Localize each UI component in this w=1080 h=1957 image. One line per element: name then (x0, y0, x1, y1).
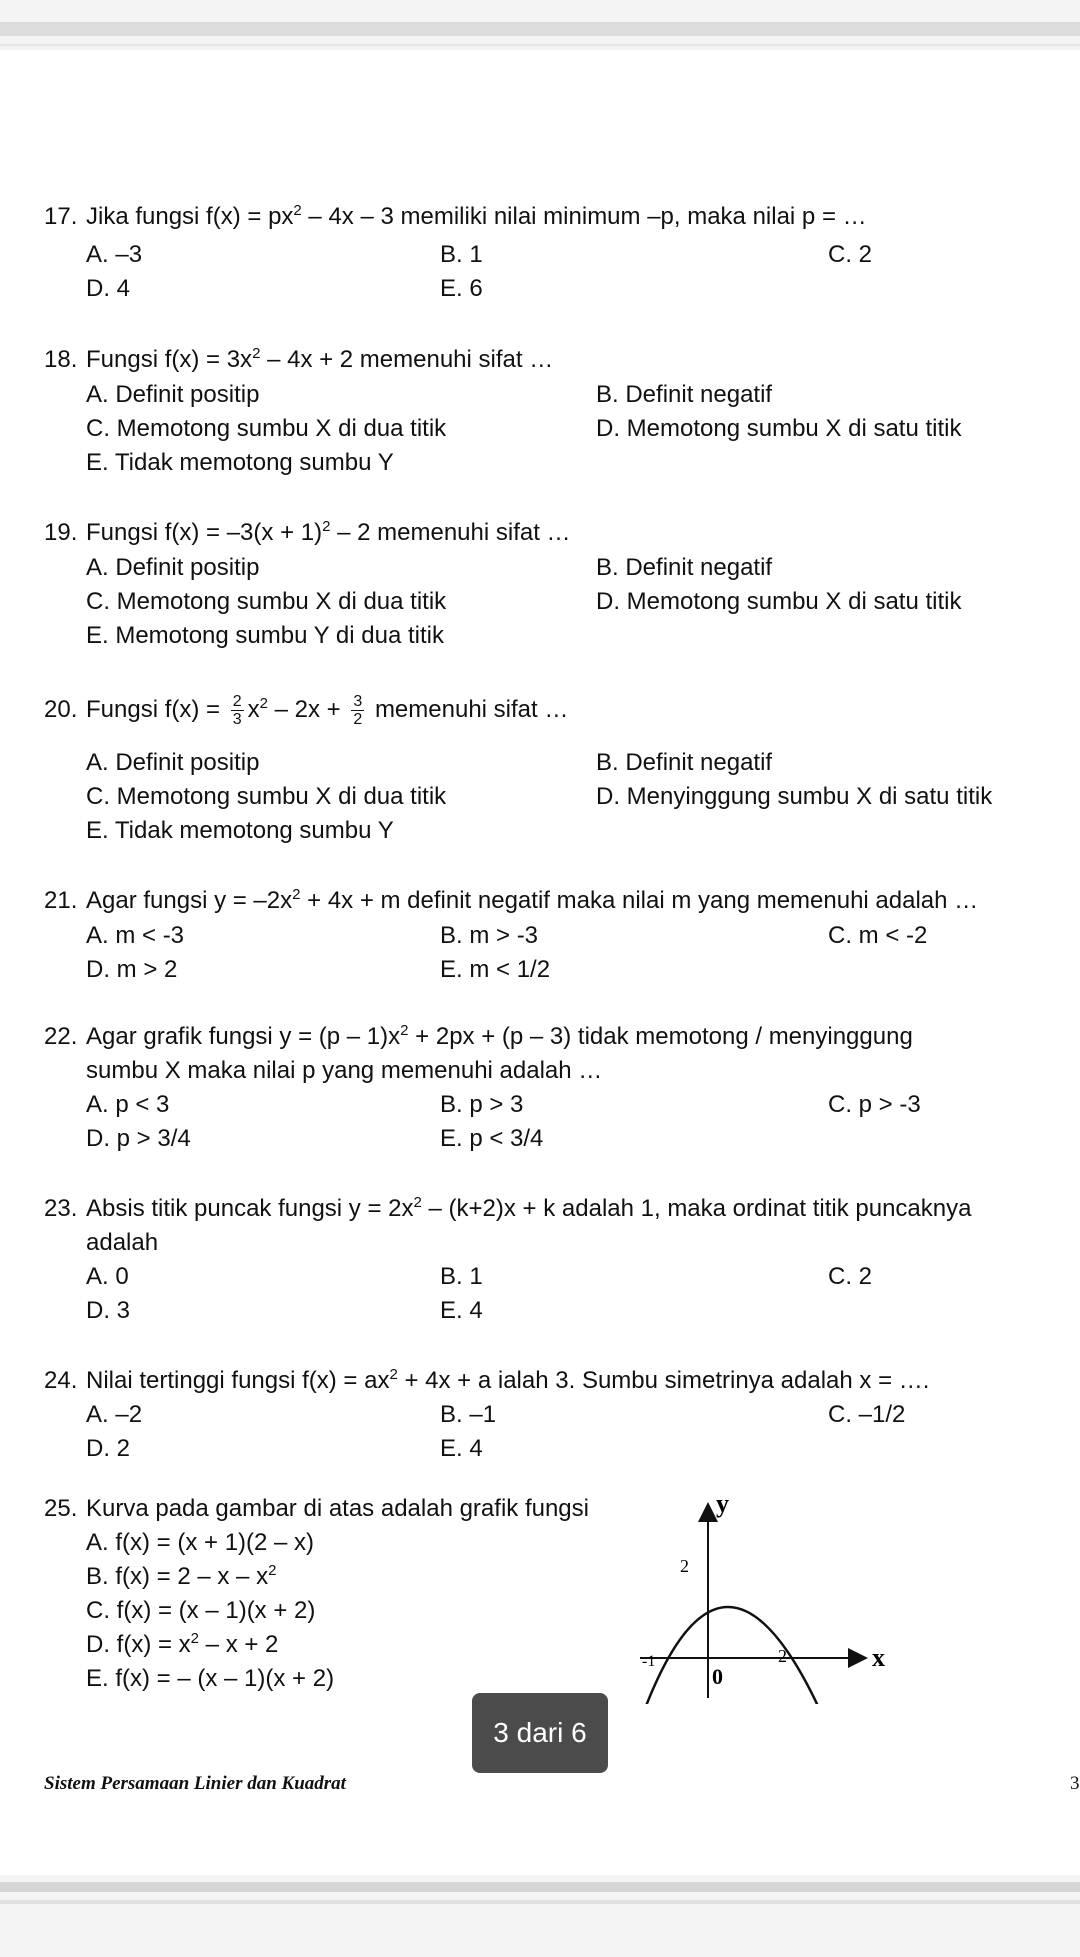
option-d[interactable]: D. Memotong sumbu X di satu titik (596, 588, 962, 615)
question-stem-end: + 4x + m definit negatif maka nilai m yang memenuhi adalah … (300, 887, 979, 914)
question-stem: Kurva pada gambar di atas adalah grafik fungsi (86, 1495, 589, 1522)
bottom-divider (0, 1900, 1080, 1904)
option-d[interactable]: D. 2 (86, 1435, 131, 1462)
option-b[interactable]: B. 1 (440, 1263, 483, 1290)
question-stem-end: – (k+2)x + k adalah 1, maka ordinat titik puncaknya (421, 1195, 972, 1222)
option-e[interactable]: E. Tidak memotong sumbu Y (86, 817, 394, 844)
option-e[interactable]: E. p < 3/4 (440, 1125, 544, 1152)
option-c[interactable]: C. Memotong sumbu X di dua titik (86, 415, 447, 442)
option-c[interactable]: C. Memotong sumbu X di dua titik (86, 588, 447, 615)
question-stem-end: – 2 memenuhi sifat … (330, 519, 571, 546)
option-a[interactable]: A. Definit positip (86, 749, 260, 776)
option-d[interactable]: D. m > 2 (86, 956, 178, 983)
question-23 (44, 1192, 971, 1226)
parabola-curve (646, 1607, 818, 1704)
question-stem-line2: adalah (86, 1229, 159, 1256)
question-stem: Agar grafik fungsi y = (p – 1)x (86, 1023, 401, 1050)
tick-label-origin: 0 (712, 1664, 723, 1689)
question-stem-end: + 4x + a ialah 3. Sumbu simetrinya adalah x = …. (397, 1367, 930, 1394)
option-b[interactable]: B. 1 (440, 241, 483, 268)
option-d[interactable]: D. Menyinggung sumbu X di satu titik (596, 783, 993, 810)
option-e[interactable]: E. Tidak memotong sumbu Y (86, 449, 394, 476)
option-c[interactable]: C. –1/2 (828, 1401, 906, 1428)
option-b[interactable]: B. m > -3 (440, 922, 539, 949)
tick-label-y2: 2 (680, 1556, 689, 1576)
question-number: 20. (44, 696, 78, 723)
option-d[interactable]: D. 3 (86, 1297, 131, 1324)
option-e[interactable]: E. m < 1/2 (440, 956, 551, 983)
question-18 (44, 343, 553, 377)
question-stem: Fungsi f(x) = 3x (86, 346, 253, 373)
question-19 (44, 516, 571, 550)
page-indicator-badge: 3 dari 6 (472, 1693, 608, 1773)
question-20: 20. Fungsi f(x) = $\frac{2}{3}$ $x^2 - 2x$ + $\frac{3}{2}$ memenuhi sifat … (44, 693, 569, 729)
option-a[interactable]: A. Definit positip (86, 381, 260, 408)
question-number: 19. (44, 519, 78, 546)
question-stem: Agar fungsi y = –2x (86, 887, 293, 914)
question-21 (44, 884, 978, 918)
top-scroll-bar (0, 22, 1080, 36)
tick-label-xneg1: -1 (642, 1653, 656, 1670)
question-stem: Fungsi f(x) = (86, 696, 221, 723)
option-e[interactable]: E. 4 (440, 1435, 483, 1462)
option-a[interactable]: A. –2 (86, 1401, 143, 1428)
option-e[interactable]: E. 6 (440, 275, 483, 302)
option-e[interactable]: E. Memotong sumbu Y di dua titik (86, 622, 444, 649)
fraction-two-thirds: $\frac{2}{3}$ (232, 693, 242, 729)
question-number: 17. (44, 203, 78, 230)
option-a[interactable]: A. m < -3 (86, 922, 185, 949)
option-d[interactable]: D. $f(x) = x^2 - x + 2$ (86, 1630, 279, 1658)
question-stem-end: + 2px + (p – 3) tidak memotong / menyinggung (408, 1023, 913, 1050)
fraction-three-halves: $\frac{3}{2}$ (353, 693, 363, 729)
question-number: 24. (44, 1367, 78, 1394)
option-d[interactable]: D. p > 3/4 (86, 1125, 191, 1152)
exponent: 2 (400, 1022, 409, 1039)
exponent: 2 (252, 345, 261, 362)
question-stem-end: memenuhi sifat … (374, 696, 569, 723)
option-b[interactable]: B. Definit negatif (596, 381, 773, 408)
question-stem-line2: sumbu X maka nilai p yang memenuhi adalah … (86, 1057, 603, 1084)
exponent: 2 (292, 886, 301, 903)
option-c[interactable]: C. p > -3 (828, 1091, 921, 1118)
question-17 (44, 200, 867, 234)
question-number: 22. (44, 1023, 78, 1050)
question-stem: Jika fungsi f(x) = px (86, 203, 294, 230)
option-a[interactable]: A. Definit positip (86, 554, 260, 581)
exponent: 2 (413, 1194, 422, 1211)
option-b[interactable]: B. Definit negatif (596, 554, 773, 581)
parabola-graph (628, 1488, 898, 1704)
option-e[interactable]: E. f(x) = – (x – 1)(x + 2) (86, 1665, 335, 1692)
option-c[interactable]: C. 2 (828, 241, 873, 268)
exponent: 2 (322, 518, 331, 535)
question-number: 25. (44, 1495, 78, 1522)
option-e[interactable]: E. 4 (440, 1297, 483, 1324)
question-number: 23. (44, 1195, 78, 1222)
bottom-scroll-bar (0, 1882, 1080, 1892)
option-d[interactable]: D. Memotong sumbu X di satu titik (596, 415, 962, 442)
question-number: 18. (44, 346, 78, 373)
question-25 (44, 1492, 589, 1526)
option-d[interactable]: D. 4 (86, 275, 131, 302)
option-b[interactable]: B. –1 (440, 1401, 497, 1428)
footer-title: Sistem Persamaan Linier dan Kuadrat (44, 1773, 346, 1794)
exponent: 2 (389, 1366, 398, 1383)
question-24 (44, 1364, 929, 1398)
option-a[interactable]: A. –3 (86, 241, 143, 268)
option-c[interactable]: C. 2 (828, 1263, 873, 1290)
x-axis-label: x (872, 1643, 885, 1672)
option-a[interactable]: A. f(x) = (x + 1)(2 – x) (86, 1529, 315, 1556)
option-b[interactable]: B. $f(x) = 2 - x - x^2$ (86, 1562, 277, 1590)
option-a[interactable]: A. 0 (86, 1263, 129, 1290)
y-axis-label: y (716, 1489, 729, 1518)
top-divider (0, 44, 1080, 46)
option-b[interactable]: B. Definit negatif (596, 749, 773, 776)
footer-page-number: 3 (1070, 1773, 1080, 1794)
question-number: 21. (44, 887, 78, 914)
question-stem-end: – 4x – 3 memiliki nilai minimum –p, maka nilai p = … (301, 203, 867, 230)
exponent: 2 (293, 202, 302, 219)
question-stem: Absis titik puncak fungsi y = 2x (86, 1195, 414, 1222)
exponent: 2 (259, 695, 268, 712)
question-stem-end: – 4x + 2 memenuhi sifat … (260, 346, 554, 373)
question-stem: Nilai tertinggi fungsi f(x) = ax (86, 1367, 390, 1394)
option-b[interactable]: B. p > 3 (440, 1091, 524, 1118)
option-c[interactable]: C. m < -2 (828, 922, 928, 949)
option-a[interactable]: A. p < 3 (86, 1091, 170, 1118)
question-stem: Fungsi f(x) = –3(x + 1) (86, 519, 323, 546)
question-22 (44, 1020, 913, 1054)
option-c[interactable]: C. Memotong sumbu X di dua titik (86, 783, 447, 810)
tick-label-x2: 2 (778, 1646, 787, 1666)
option-c[interactable]: C. f(x) = (x – 1)(x + 2) (86, 1597, 316, 1624)
